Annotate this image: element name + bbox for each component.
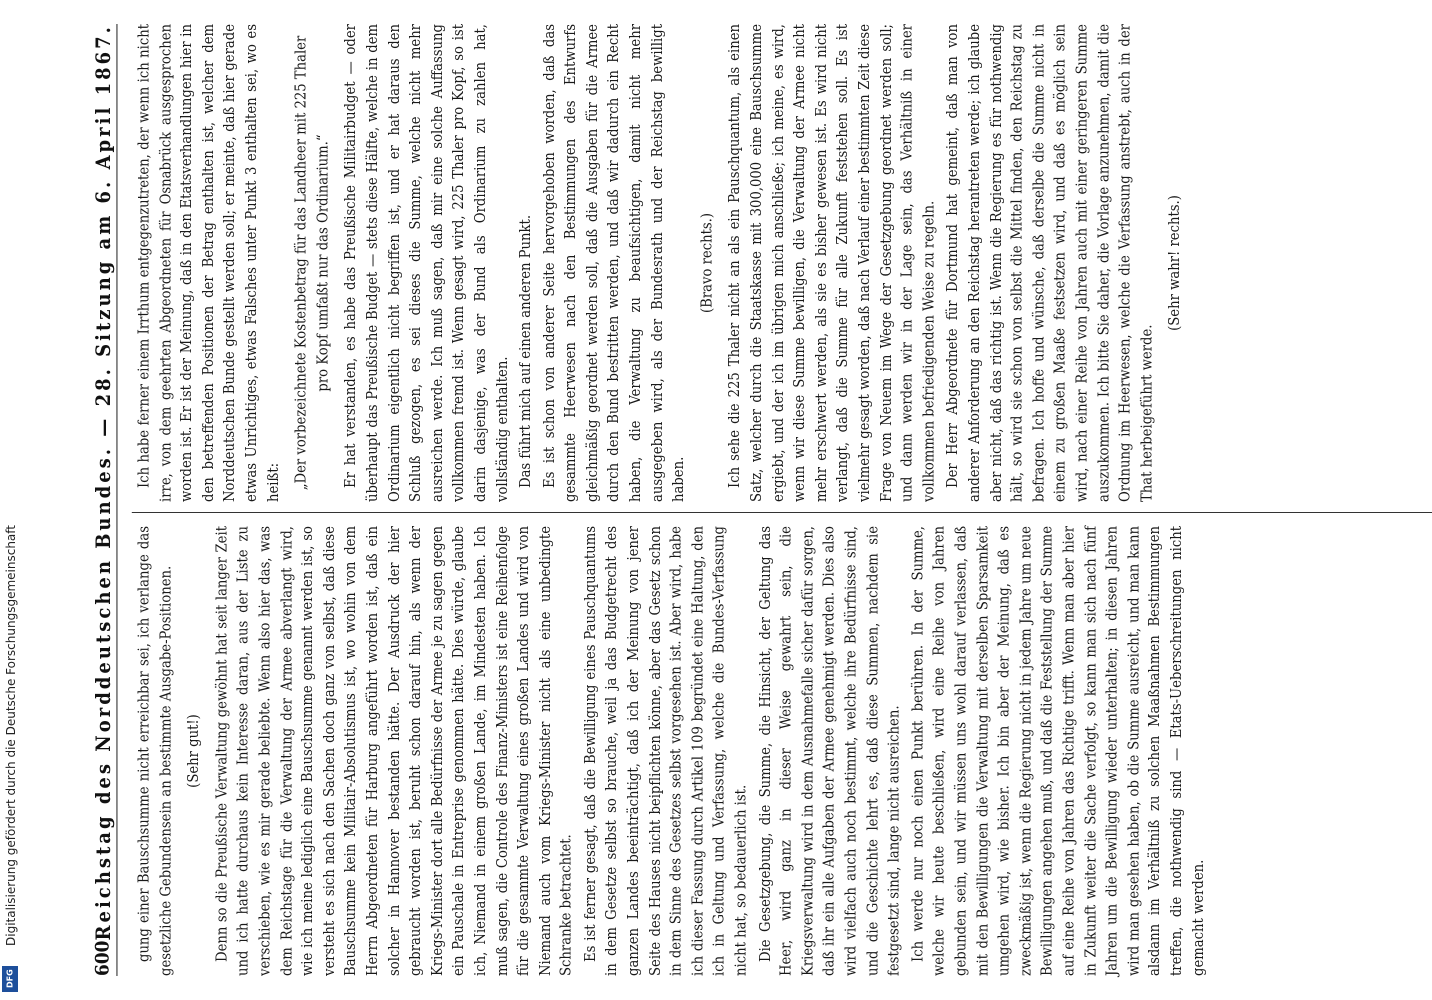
right-paragraph: Es ist schon von anderer Seite hervorgehoben worden, daß das gesammte Heerwesen nach den Bestimmungen des Entwurfs gleichmäßig geordnet werden soll, daß die Ausgaben für die Armee durch den Bund bestritten werden, und daß wir dadurch ein Recht haben, die Verwaltung zu beaufsichtigen, damit nicht mehr ausgegeben wird, als der Bundesrath und der Reichstag bewilligt haben. xyxy=(541,24,688,502)
right-paragraph: Ich sehe die 225 Thaler nicht an als ein Pauschquantum, als einen Satz, welcher durch die Staatskasse mit 300,000 eine Bauschsumme ergiebt, und der ich im übrigen mich anschließe; ich meine, es wird, wenn wir diese Summe bewilligen, die Verwaltung der Armee nicht mehr erschwert werden, als sie es bisher gewesen ist. Es wird nicht verlangt, daß die Summe für alle Zukunft feststehen soll. Es ist vielmehr gesagt worden, daß nach Verlauf einer bestimmten Zeit diese Frage von Neuem im Wege der Gesetzgebung geordnet werden soll; und dann werden wir in der Lage sein, das Verhältniß in einer vollkommen befriedigenden Weise zu regeln. xyxy=(727,24,938,502)
right-column xyxy=(134,24,1432,502)
right-paragraph: Er hat verstanden, es habe das Preußische Militairbudget — oder überhaupt das Preußische Budget — stets diese Hälfte, welche in dem Ordinarium eigentlich nicht begriffen ist, und er hat daraus den Schluß gezogen, es sei dieses die Summe, welche nicht mehr ausreichen werde. Ich muß sagen, daß mir eine solche Auffassung vollkommen fremd ist. Wenn gesagt wird, 225 Thaler pro Kopf, so ist darin dasjenige, was der Bund als Ordinarium zu zahlen hat, vollständig enthalten. xyxy=(343,24,511,502)
left-paragraph: Es ist ferner gesagt, daß die Bewilligung eines Pauschquantums in dem Gesetze selbst so brauche, weil ja das Budgetrecht des ganzen Landes beeinträchtigt, daß ich der Meinung von jener Seite des Hauses nicht beipflichten könne, aber das Gesetz schon in dem Sinne des Gesetzes selbst vorgesehen ist. Aber wird, habe ich dieser Fassung durch Artikel 109 begründet eine Haltung, den ich in Geltung und Verfassung, welche die Bundes-Verfassung nicht hat, so bedauerlich ist. xyxy=(582,526,751,976)
right-paragraph: Der Herr Abgeordnete für Dortmund hat gemeint, daß man von anderer Anforderung an den Reichstag herantreten werde; ich glaube aber nicht, daß das richtig ist. Wenn die Regierung es für nothwendig hält, so wird sie schon von selbst die Mittel finden, den Reichstag zu befragen. Ich hoffe und wünsche, daß derselbe die Summe nicht in einem zu großen Maaße festsetzen wird, und daß es möglich sein wird, nach einer Reihe von Jahren auch mit einer geringeren Summe auszukommen. Ich bitte Sie daher, die Vorlage anzunehmen, damit die Ordnung im Heerwesen, welche die Verfassung anstrebt, auch in der That herbeigeführt werde. xyxy=(945,24,1156,502)
right-paragraph: Ich habe ferner einem Irrthum entgegenzutreten, der wenn ich nicht irre, von dem geehrten Abgeordneten für Osnabrück ausgesprochen worden ist. Er ist der Meinung, daß in den Etatsverhandlungen hier in den betreffenden Positionen der Betrag enthalten ist, welcher dem Norddeutschen Bunde gestellt werden soll; er meinte, daß hier gerade etwas Unrichtiges, etwas Falsches unter Punkt 3 enthalten sei, wo es heißt: xyxy=(136,24,283,502)
column-divider xyxy=(132,512,1432,513)
dfg-logo-icon: DFG xyxy=(2,966,18,992)
left-paragraph: Denn so die Preußische Verwaltung gewöhnt hat seit langer Zeit und ich hatte durchaus kein Interesse daran, aus der Liste zu verschieben, wie es mir gerade beliebte. Wenn also hier das, was dem Reichstage für die Verwaltung der Armee abverlangt wird, wie ich meine lediglich eine Bauschsumme genannt werden ist, so versteht es sich nach den Sachen doch ganz von selbst, daß diese Bauschsumme kein Militair-Absolutismus ist, wo wohin von dem Herrn Abgeordneten für Harburg angeführt worden ist, daß ein solcher in Hannover bestanden hätte. Der Ausdruck der hier gebraucht worden ist, beruht schon darauf hin, als wenn der Kriegs-Minister dort alle Bedürfnisse der Armee je zu sagen gegen ein Pauschale in Entreprise genommen hätte. Dies würde, glaube ich, Niemand in einem großen Lande, im Mindesten haben. Ich muß sagen, die Controle des Finanz-Ministers ist eine Reihenfolge für die gesammte Verwaltung eines großen Landes und wird von Niemand auch vom Kriegs-Minister nicht als eine unbedingte Schranke betrachtet. xyxy=(214,526,576,976)
page-number: 600 xyxy=(92,940,115,976)
left-paragraph: gung einer Bauschsumme nicht erreichbar sei, ich verlange das gesetzliche Gebundensein an bestimmte Ausgabe-Positionen. xyxy=(136,526,175,976)
right-paragraph: Das führt mich auf einen anderen Punkt. xyxy=(518,214,535,488)
left-paragraph: Die Gesetzgebung, die Summe, die Hinsicht, der Geltung das Heer, wird ganz in dieser Weise gewahrt sein, die Kriegsverwaltung wird in dem Ausnahmefalle sicher dafür sorgen, daß ihr ein alle Aufgaben der Armee genehmigt werden. Dies also wird vielfach auch noch bestimmt, welche ihre Bedürfnisse sind, und die Geschichte lehrt es, daß diese Summen, nachdem sie festgesetzt sind, lange nicht ausreichen. xyxy=(757,526,904,976)
digitization-footer xyxy=(0,0,22,1000)
left-column xyxy=(134,526,1432,976)
page-header xyxy=(90,24,118,976)
digitization-credit: Digitalisierung gefördert durch die Deutsche Forschungsgemeinschaft xyxy=(4,524,18,946)
left-interjection: (Sehr gut!) xyxy=(185,714,203,788)
right-quote: „Der vorbezeichnete Kostenbetrag für das Landheer mit 225 Thaler pro Kopf umfaßt nur das Ordinarium.“ xyxy=(293,35,332,491)
right-interjection: (Sehr wahr! rechts.) xyxy=(1167,195,1184,331)
newspaper-page xyxy=(68,0,1432,1000)
right-interjection: (Bravo rechts.) xyxy=(699,213,716,313)
page-title: Reichstag des Norddeutschen Bundes. — 28. Sitzung am 6. April 1867. xyxy=(91,24,115,941)
left-paragraph: Ich werde nur noch einen Punkt berühren. In der Summe, welche wir heute beschließen, wird eine Reihe von Jahren gebunden sein, und wir müssen uns wohl darauf verlassen, daß mit den Bewilligungen die Verwaltung mit derselben Sparsamkeit umgehen wird, wie bisher. Ich bin aber der Meinung, daß es zweckmäßig ist, wenn die Regierung nicht in jedem Jahre um neue Bewilligungen angehen muß, und daß die Feststellung der Summe auf eine Reihe von Jahren das Richtige trifft. Wenn man aber hier in Zukunft weiter die Sache verfolgt, so kann man sich nach fünf Jahren um die Bewilligung wieder unterhalten; in diesen Jahren wird man gesehen haben, ob die Summe ausreicht, und man kann alsdann im Verhältniß zu solchen Maaßnahmen Bestimmungen treffen, die nothwendig sind — Etats-Ueberschreitungen nicht gemacht werden. xyxy=(910,526,1208,976)
